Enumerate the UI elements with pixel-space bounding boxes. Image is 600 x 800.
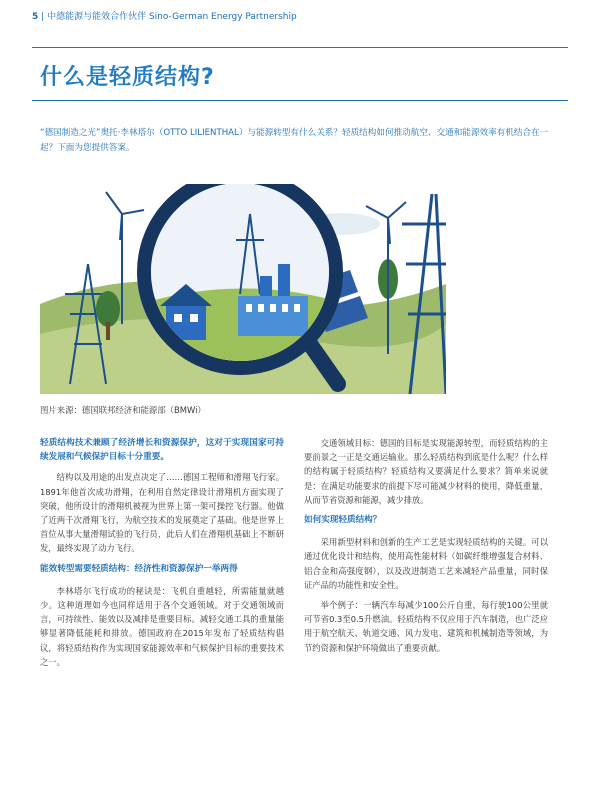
header-divider: |	[41, 12, 45, 22]
figure-caption: 图片来源：德国联邦经济和能源部（BMWi）	[40, 405, 206, 415]
left-paragraph-2: 李林塔尔飞行成功的秘诀是：飞机自重越轻，所需能量就越少。这种道理如今也同样适用于各个交通领域。对于交通领域而言，可持续性、能效以及减排是重要目标。减轻交通工具的重量能够显著降低能耗和排放。德国政府在2015年发布了轻质结构倡议，将轻质结构作为实现国家能源效率和气候保护目标的重要技术之一。	[40, 585, 284, 667]
title-rule	[32, 100, 568, 101]
page-title: 什么是轻质结构?	[40, 65, 215, 90]
page-header	[32, 9, 297, 22]
right-paragraph-3: 举个例子：一辆汽车每减少100公斤自重，每行驶100公里就可节省0.3至0.5升燃油。轻质结构不仅应用于汽车制造，也广泛应用于航空航天、轨道交通、风力发电、建筑和机械制造等领域，为节约资源和保护环境做出了重要贡献。	[304, 600, 548, 653]
header-section: 中德能源与能效合作伙伴	[47, 12, 147, 22]
right-paragraph-2: 采用新型材料和创新的生产工艺是实现轻质结构的关键。可以通过优化设计和结构，使用高性能材料（如碳纤维增强复合材料、铝合金和高强度钢），以及改进制造工艺来减轻产品重量，同时保证产品的功能性和安全性。	[304, 537, 548, 590]
illustration-figure	[40, 184, 446, 394]
page-number: 5	[32, 12, 39, 22]
intro-paragraph: “德国制造之光”奥托·李林塔尔（OTTO LILIENTHAL）与能源转型有什么关系？轻质结构如何推动航空、交通和能源效率有机结合在一起？下面为您提供答案。	[40, 128, 549, 153]
left-subheading: 能效转型需要轻质结构：经济性和资源保护一举两得	[40, 563, 238, 574]
top-rule	[32, 47, 568, 48]
left-lead-paragraph: 轻质结构技术兼顾了经济增长和资源保护，这对于实现国家可持续发展和气候保护目标十分重要。	[40, 438, 284, 463]
header-partnership: Sino-German Energy Partnership	[148, 12, 297, 22]
right-paragraph-1: 交通领域目标：德国的目标是实现能源转型，而轻质结构的主要前景之一正是交通运输业。那么轻质结构到底是什么呢？什么样的结构属于轻质结构？轻质结构又要满足什么要求？简单来说就是：在满足功能要求的前提下尽可能减少材料的使用，降低重量，从而节省资源和能源，减少排放。	[304, 438, 548, 505]
right-subheading: 如何实现轻质结构？	[304, 515, 382, 526]
magnifier-illustration	[40, 184, 446, 394]
right-column	[304, 436, 548, 661]
left-paragraph-1: 结构以及用途的出发点决定了……德国工程师和滑翔飞行家。1891年他首次成功滑翔，在利用自然定律设计滑翔机方面实现了突破，他所设计的滑翔机被视为世界上第一架可操控飞行器。他做了近两千次滑翔飞行，为航空技术的发展奠定了基础。他是世界上首位从事大量滑翔试验的飞行员，此后人们在滑翔机基础上不断研发，最终实现了动力飞行。	[40, 472, 284, 554]
left-column	[40, 436, 284, 675]
